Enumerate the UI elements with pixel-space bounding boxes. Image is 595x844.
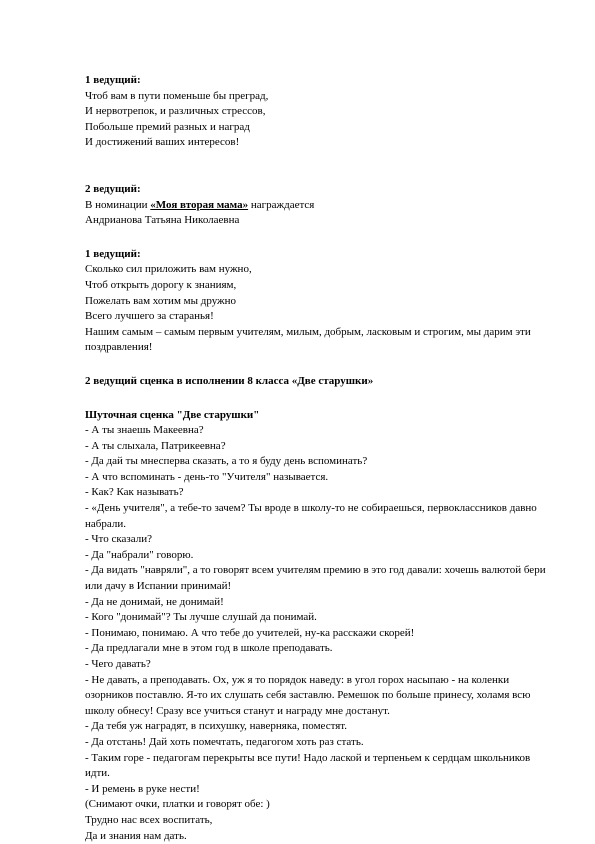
- dialogue-line: - Кого "донимай"? Ты лучше слушай да понимай.: [85, 611, 317, 624]
- verse-line: Чтоб вам в пути поменьше бы преград,: [85, 89, 269, 102]
- speaker-heading: 1 ведущий:: [85, 247, 141, 260]
- nomination-prefix: В номинации: [85, 198, 151, 211]
- dialogue-line: - А ты знаешь Макеевна?: [85, 424, 204, 437]
- speaker-heading: 1 ведущий:: [85, 74, 141, 86]
- dialogue-line: - Понимаю, понимаю. А что тебе до учителей, ну-ка расскажи скорей!: [85, 626, 415, 639]
- nomination-title: «Моя вторая мама»: [150, 198, 249, 211]
- dialogue-line: - Да предлагали мне в этом год в школе преподавать.: [85, 642, 333, 655]
- dialogue-line: - Чего давать?: [85, 658, 151, 670]
- document-body: [85, 73, 550, 844]
- verse-line: Пожелать вам хотим мы дружно: [85, 294, 237, 307]
- scene-title: Шуточная сценка "Две старушки": [85, 408, 260, 421]
- dialogue-line: Да и знания нам дать.: [85, 829, 187, 842]
- dialogue-line: - Да видать "навряли", а то говорят всем учителям премию в это год давали: хочешь валютой бери или дачу в Испании принимай!: [85, 564, 546, 593]
- dialogue-line: - Что сказали?: [85, 533, 152, 546]
- dialogue-line: - Да дай ты мнесперва сказать, а то я буду день вспоминать?: [85, 455, 368, 468]
- dialogue-line: - Да отстань! Дай хоть помечтать, педагогом хоть раз стать.: [85, 735, 364, 748]
- dedication-paragraph: Нашим самым – самым первым учителям, милым, добрым, ласковым и строгим, мы дарим эти поздравления!: [85, 325, 531, 354]
- dialogue-line: - Да "набрали" говорю.: [85, 548, 194, 561]
- dialogue-line: (Снимают очки, платки и говорят обе: ): [85, 798, 270, 811]
- verse-line: Чтоб открыть дорогу к знаниям,: [85, 278, 237, 291]
- verse-line: И достижений ваших интересов!: [85, 136, 240, 149]
- verse-line: Сколько сил приложить вам нужно,: [85, 263, 252, 276]
- verse-line: И нервотрепок, и различных стрессов,: [85, 105, 266, 118]
- verse-line: Всего лучшего за старанья!: [85, 310, 214, 323]
- dialogue-line: - Таким горе - педагогам перекрыты все пути! Надо лаской и терпеньем к сердцам школьников идти.: [85, 751, 531, 780]
- awardee-name: Андрианова Татьяна Николаевна: [85, 214, 240, 227]
- dialogue-line: - Да не донимай, не донимай!: [85, 595, 224, 608]
- dialogue-line: - А что вспоминать - день-то "Учителя" называется.: [85, 470, 329, 483]
- dialogue-line: - Как? Как называть?: [85, 486, 184, 499]
- scene-announcement: 2 ведущий сценка в исполнении 8 класса «Две старушки»: [85, 374, 374, 387]
- dialogue-line: - И ремень в руке нести!: [85, 782, 200, 795]
- verse-line: Побольше премий разных и наград: [85, 120, 250, 133]
- nomination-line: [85, 198, 550, 214]
- speaker-heading: 2 ведущий:: [85, 182, 141, 195]
- dialogue-line: - Да тебя уж наградят, в психушку, наверняка, поместят.: [85, 720, 348, 733]
- dialogue-line: - Не давать, а преподавать. Ох, уж я то порядок наведу: в угол горох насыпаю - на коленки озорников поставлю. Я-то их слушать себя заставлю. Ремешок по больше принесу, холамя всю школу обнесу! Сразу все учиться станут и награду мне достанут.: [85, 673, 531, 717]
- dialogue-line: - «День учителя", а тебе-то зачем? Ты вроде в школу-то не собираешься, первоклассников давно набрали.: [85, 502, 537, 530]
- nomination-suffix: награждается: [248, 198, 315, 211]
- dialogue-line: Трудно нас всех воспитать,: [85, 813, 213, 826]
- dialogue-line: - А ты слыхала, Патрикеевна?: [85, 439, 226, 452]
